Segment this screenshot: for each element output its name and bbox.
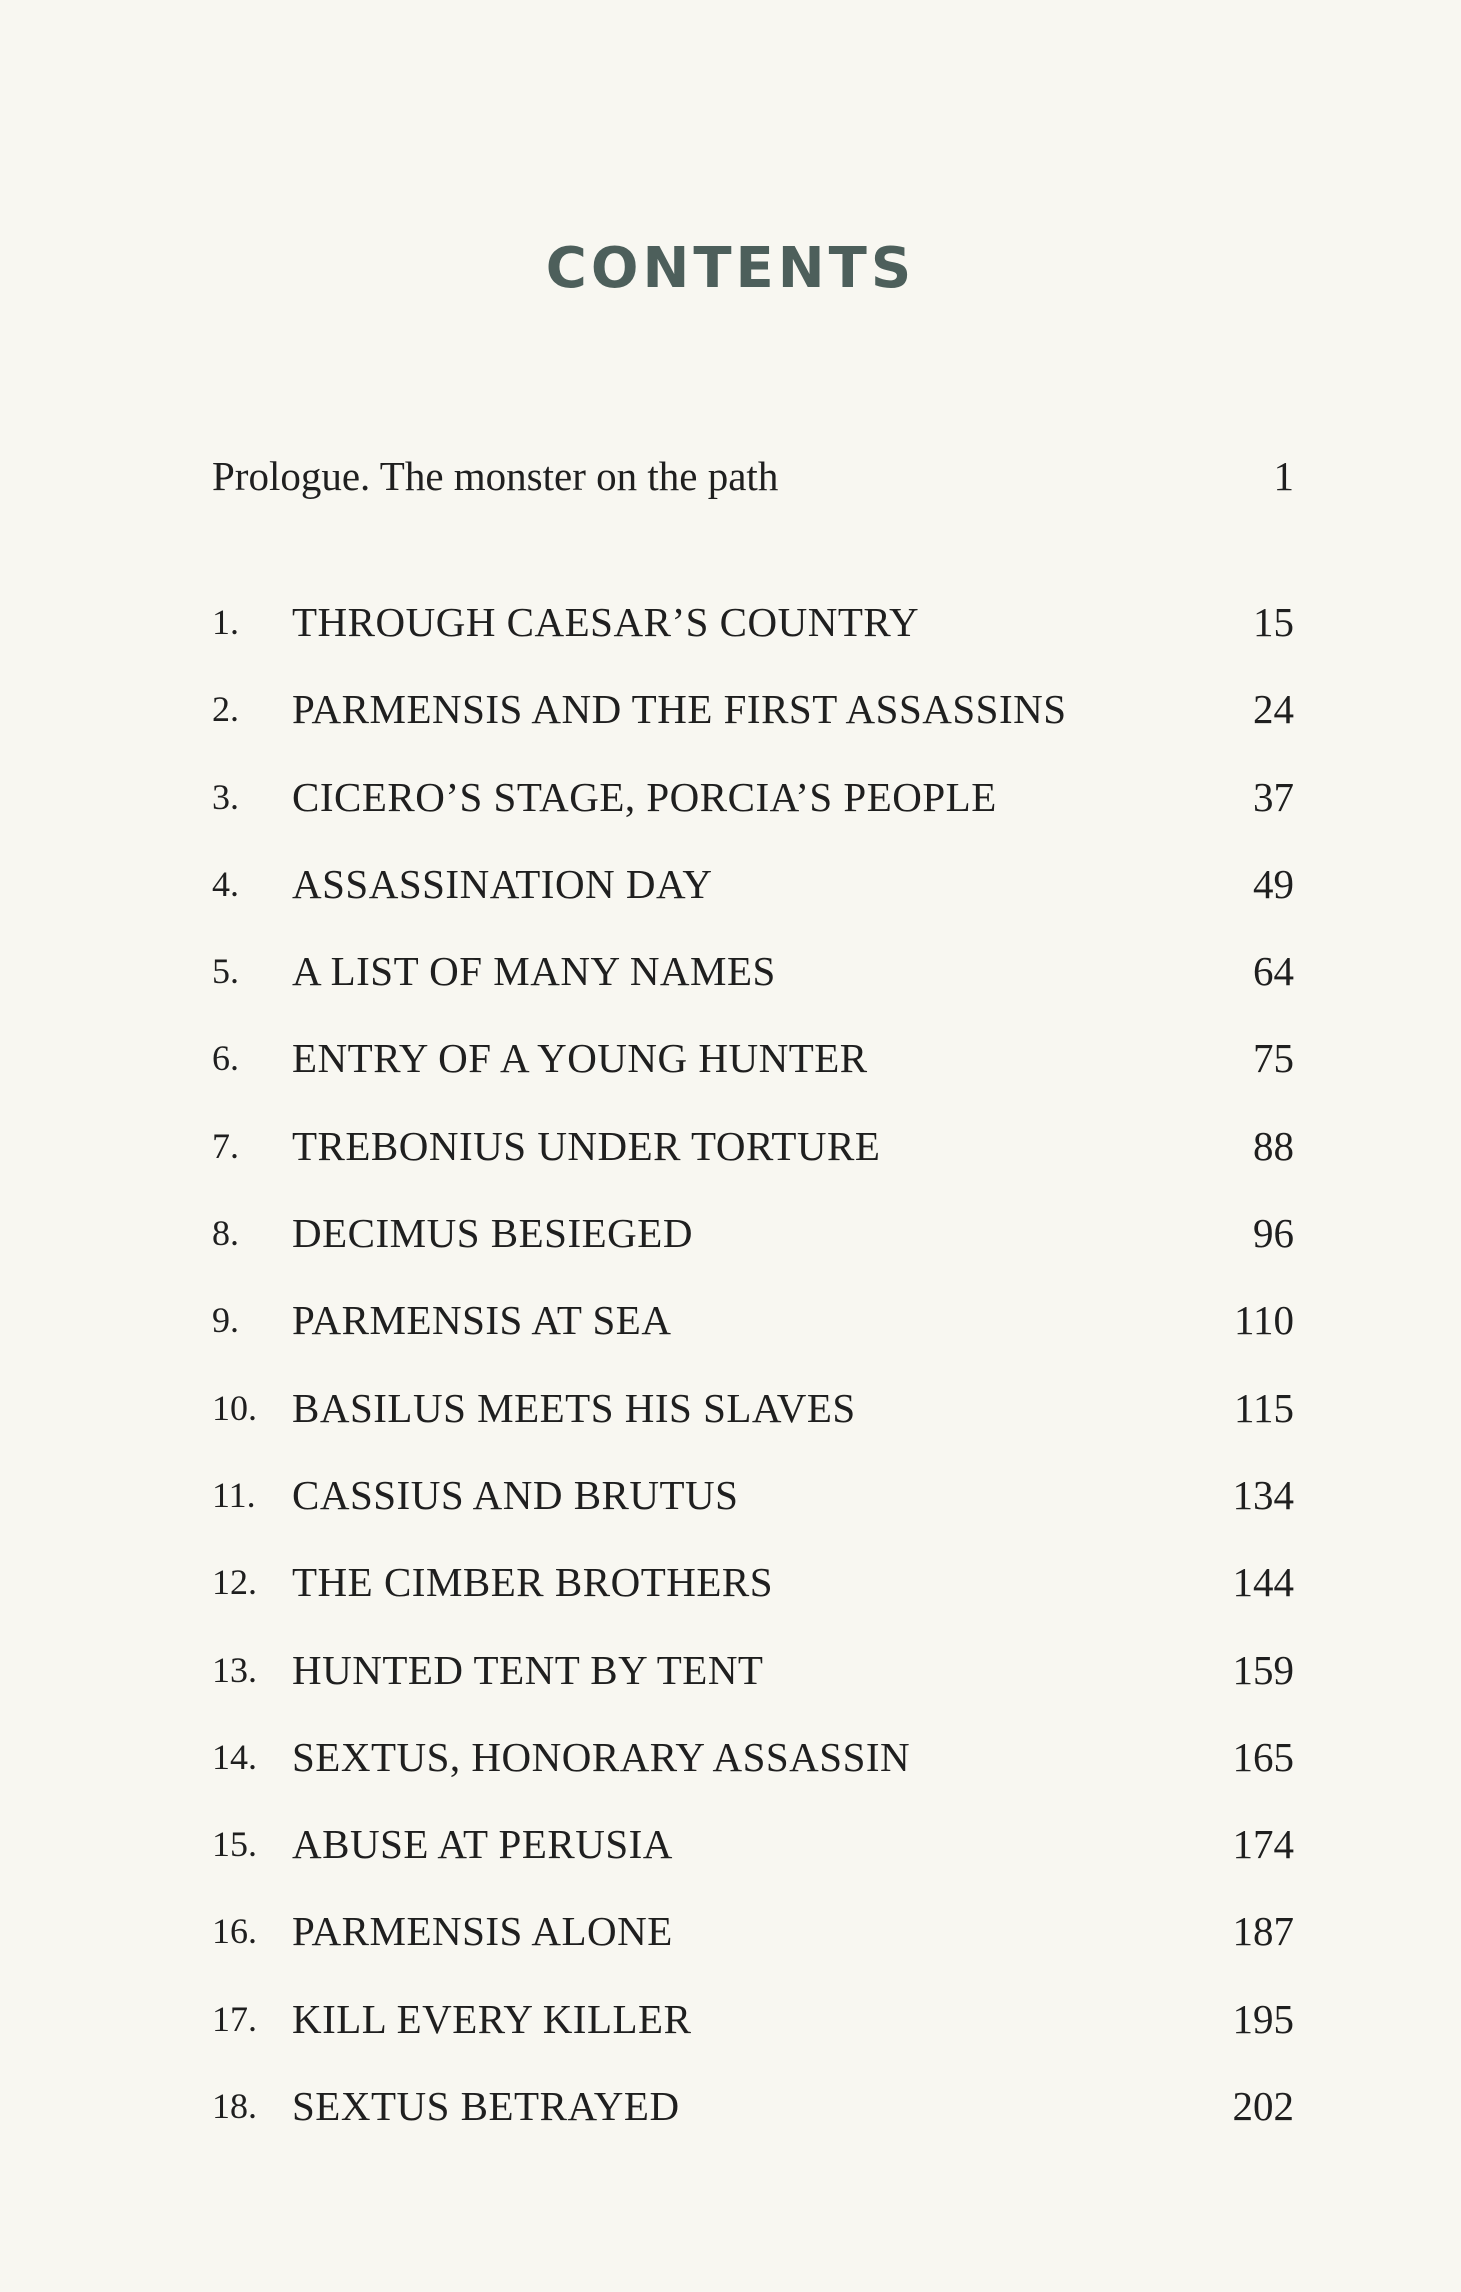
chapter-page-number: 202 (1232, 2083, 1294, 2130)
chapter-page-number: 187 (1232, 1908, 1294, 1955)
chapter-number: 10. (212, 1387, 257, 1428)
page-title: CONTENTS (545, 236, 916, 301)
chapter-title: ENTRY OF A YOUNG HUNTER (292, 1035, 868, 1082)
toc-entry-chapter[interactable] (212, 1203, 1294, 1290)
prologue-title: Prologue. The monster on the path (212, 453, 779, 499)
chapter-number: 5. (212, 951, 239, 992)
chapter-number: 11. (212, 1474, 256, 1515)
toc-entry-chapter[interactable] (212, 592, 1294, 679)
chapter-title: THROUGH CAESAR’S COUNTRY (292, 599, 920, 645)
chapter-number: 15. (212, 1824, 257, 1865)
toc-entry-chapter[interactable] (212, 1290, 1294, 1377)
chapter-number: 4. (212, 863, 239, 904)
chapter-number: 16. (212, 1911, 257, 1952)
chapter-number: 13. (212, 1649, 257, 1690)
toc-entry-chapter[interactable] (212, 1378, 1294, 1465)
toc-entry-chapter[interactable] (212, 1028, 1294, 1115)
chapter-title: KILL EVERY KILLER (292, 1995, 692, 2042)
chapter-list (212, 592, 1294, 2163)
chapter-page-number: 165 (1232, 1733, 1294, 1780)
chapter-title: A LIST OF MANY NAMES (292, 948, 776, 995)
chapter-page-number: 37 (1253, 773, 1294, 820)
chapter-page-number: 88 (1253, 1122, 1294, 1169)
chapter-title: ASSASSINATION DAY (292, 860, 713, 907)
toc-entry-chapter[interactable] (212, 1116, 1294, 1203)
chapter-title: THE CIMBER BROTHERS (292, 1559, 774, 1606)
chapter-number: 2. (212, 689, 239, 730)
chapter-page-number: 24 (1253, 686, 1294, 733)
chapter-title: DECIMUS BESIEGED (292, 1210, 693, 1257)
chapter-page-number: 159 (1232, 1646, 1294, 1693)
toc-entry-chapter[interactable] (212, 1901, 1294, 1988)
chapter-number: 1. (212, 602, 239, 642)
toc-entry-prologue[interactable] (212, 452, 1294, 512)
chapter-page-number: 134 (1232, 1471, 1294, 1518)
chapter-number: 3. (212, 776, 239, 817)
chapter-page-number: 195 (1232, 1995, 1294, 2042)
chapter-page-number: 96 (1253, 1210, 1294, 1257)
chapter-number: 14. (212, 1736, 257, 1777)
chapter-number: 17. (212, 1998, 257, 2039)
toc-entry-chapter[interactable] (212, 1465, 1294, 1552)
chapter-number: 18. (212, 2086, 257, 2127)
chapter-title: CICERO’S STAGE, PORCIA’S PEOPLE (292, 773, 997, 820)
toc-entry-chapter[interactable] (212, 941, 1294, 1028)
toc-entry-chapter[interactable] (212, 854, 1294, 941)
chapter-page-number: 115 (1234, 1384, 1294, 1431)
toc-entry-chapter[interactable] (212, 1552, 1294, 1639)
toc-entry-chapter[interactable] (212, 2076, 1294, 2163)
chapter-page-number: 75 (1253, 1035, 1294, 1082)
chapter-page-number: 49 (1253, 860, 1294, 907)
toc-entry-chapter[interactable] (212, 679, 1294, 766)
chapter-page-number: 15 (1253, 599, 1294, 645)
chapter-page-number: 110 (1234, 1297, 1294, 1344)
chapter-page-number: 64 (1253, 948, 1294, 995)
chapter-title: ABUSE AT PERUSIA (292, 1821, 673, 1868)
chapter-title: BASILUS MEETS HIS SLAVES (292, 1384, 856, 1431)
chapter-title: HUNTED TENT BY TENT (292, 1646, 764, 1693)
chapter-page-number: 144 (1232, 1559, 1294, 1606)
chapter-title: CASSIUS AND BRUTUS (292, 1471, 739, 1518)
chapter-title: TREBONIUS UNDER TORTURE (292, 1122, 881, 1169)
chapter-title: PARMENSIS AND THE FIRST ASSASSINS (292, 686, 1067, 733)
toc-entry-chapter[interactable] (212, 1727, 1294, 1814)
chapter-page-number: 174 (1232, 1821, 1294, 1868)
chapter-number: 9. (212, 1300, 239, 1341)
toc-entry-chapter[interactable] (212, 1640, 1294, 1727)
chapter-title: PARMENSIS AT SEA (292, 1297, 672, 1344)
toc-entry-chapter[interactable] (212, 1989, 1294, 2076)
chapter-number: 8. (212, 1213, 239, 1254)
chapter-number: 12. (212, 1562, 257, 1603)
chapter-number: 6. (212, 1038, 239, 1079)
chapter-title: SEXTUS, HONORARY ASSASSIN (292, 1733, 911, 1780)
toc-entry-chapter[interactable] (212, 767, 1294, 854)
chapter-number: 7. (212, 1125, 239, 1166)
chapter-title: SEXTUS BETRAYED (292, 2083, 680, 2130)
chapter-title: PARMENSIS ALONE (292, 1908, 673, 1955)
prologue-page-number: 1 (1273, 453, 1294, 499)
toc-entry-chapter[interactable] (212, 1814, 1294, 1901)
